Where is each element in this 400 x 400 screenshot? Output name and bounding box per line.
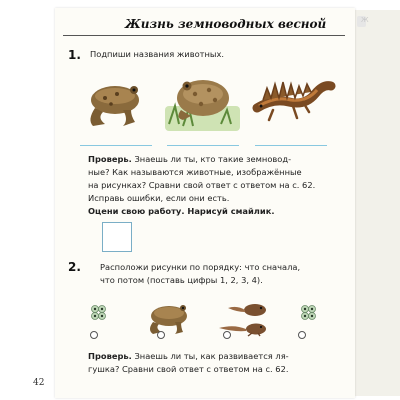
adjacent-page-edge [355, 10, 400, 396]
answer-line-2[interactable] [167, 145, 239, 146]
task-2-number: 2. [68, 260, 81, 274]
edge-title-fragment: Ж [361, 16, 369, 24]
task-1-check-line-1 [88, 153, 291, 165]
smiley-box[interactable] [102, 222, 132, 252]
task-1-check-line-2: ные? Как называются животные, изображённые [88, 167, 302, 177]
frog-eggs-icon [300, 304, 320, 322]
task-1-instruction: Подпиши названия животных. [90, 49, 225, 59]
frog-icon [83, 72, 148, 132]
workbook-page [55, 8, 355, 398]
order-circle-2[interactable] [157, 331, 165, 339]
check-line-2-rest: Знаешь ли ты, как развивается ля- [134, 351, 289, 361]
answer-line-1[interactable] [80, 145, 152, 146]
frog-eggs-icon [90, 304, 110, 322]
task-2-instruction-line-1: Расположи рисунки по порядку: что сначала, [100, 262, 301, 272]
frog-icon [145, 296, 193, 336]
answer-line-3[interactable] [255, 145, 327, 146]
task-2-check-line-2: гушка? Сравни свой ответ с ответом на с. 62. [88, 364, 289, 374]
check-lead: Проверь. [88, 154, 132, 164]
check-line-1-rest: Знаешь ли ты, кто такие земновод- [134, 154, 292, 164]
newt-icon [253, 68, 333, 123]
tadpole-icon [227, 302, 267, 318]
order-circle-4[interactable] [298, 331, 306, 339]
task-1-check-line-4: Исправь ошибки, если они есть. [88, 193, 230, 203]
check-lead-2: Проверь. [88, 351, 132, 361]
task-1-assess: Оцени свою работу. Нарисуй смайлик. [88, 206, 275, 216]
task-1-check-line-3: на рисунках? Сравни свой ответ с ответом на с. 62. [88, 180, 316, 190]
task-1-number: 1. [68, 48, 81, 62]
order-circle-1[interactable] [90, 331, 98, 339]
order-circle-3[interactable] [223, 331, 231, 339]
task-2-check-line-1 [88, 350, 289, 362]
toad-icon [165, 66, 240, 131]
page-number: 42 [33, 378, 45, 388]
title-underline [63, 35, 345, 36]
task-2-instruction-line-2: что потом (поставь цифры 1, 2, 3, 4). [100, 275, 263, 285]
page-title: Жизнь земноводных весной [125, 17, 327, 31]
